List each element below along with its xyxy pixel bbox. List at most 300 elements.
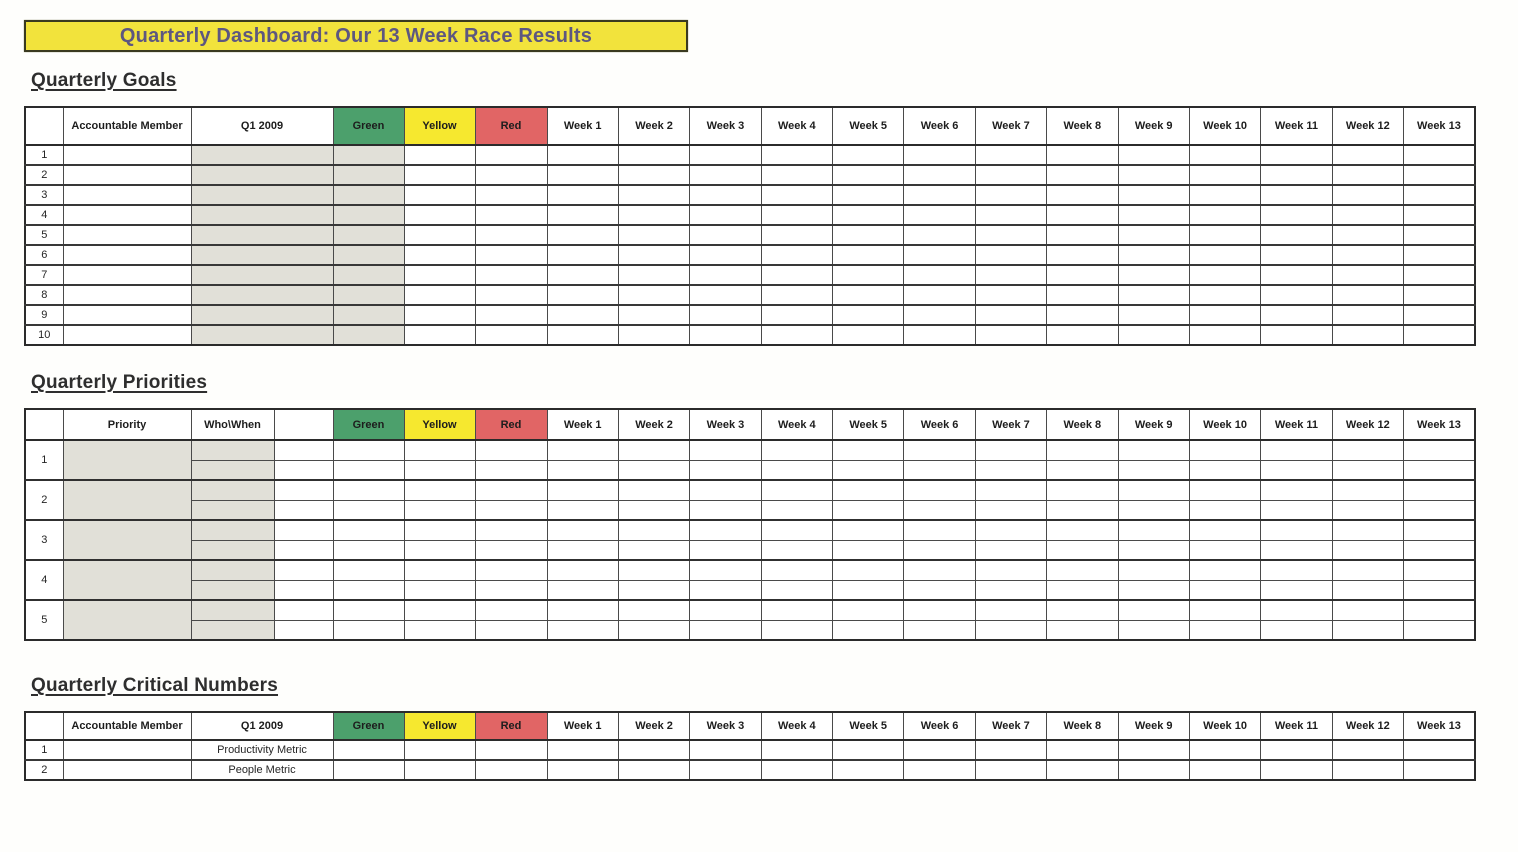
priorities-row-3-whowhen-cell-bottom: [191, 540, 274, 560]
priorities-row-5-week-7-cell-bottom: [975, 620, 1046, 640]
goals-row-8-quarter-cell: [191, 285, 333, 305]
goals-row-6-member-cell: [63, 245, 191, 265]
priorities-row-4-week-4-cell: [761, 560, 832, 580]
critical-header-week-12: Week 12: [1332, 712, 1403, 740]
goals-row-6-week-10-cell: [1189, 245, 1260, 265]
priorities-row-2-yellow-cell-bottom: [404, 500, 475, 520]
goals-row-3-week-10-cell: [1189, 185, 1260, 205]
priorities-row-5-week-4-cell: [761, 600, 832, 620]
goals-row-6-green-cell: [333, 245, 404, 265]
goals-row-2-week-1-cell: [547, 165, 618, 185]
priorities-row-1-week-3-cell-bottom: [690, 460, 761, 480]
priorities-row-2-week-3-cell: [690, 480, 761, 500]
critical-header-week-9: Week 9: [1118, 712, 1189, 740]
goals-row-6-week-7-cell: [975, 245, 1046, 265]
critical-header-week-8: Week 8: [1047, 712, 1118, 740]
goals-row-10-week-2-cell: [618, 325, 689, 345]
priorities-row-2-red-cell-top: [475, 480, 547, 500]
goals-row-1-week-13-cell: [1404, 145, 1475, 165]
priorities-row-2-week-2-cell: [618, 480, 689, 500]
goals-row-3-member-cell: [63, 185, 191, 205]
critical-row-1-metric: Productivity Metric: [191, 740, 333, 760]
goals-row-2-yellow-cell: [404, 165, 475, 185]
priorities-row-1-week-10-cell-bottom: [1189, 460, 1260, 480]
goals-row-6-week-6-cell: [904, 245, 975, 265]
goals-row-1-week-10-cell: [1189, 145, 1260, 165]
priorities-row-1-green-cell-bottom: [333, 460, 404, 480]
goals-row-6-week-8-cell: [1047, 245, 1118, 265]
priorities-row-2-week-12-cell-bottom: [1332, 500, 1403, 520]
priorities-row-2-whowhen-cell-bottom: [191, 500, 274, 520]
goals-row-8-green-cell: [333, 285, 404, 305]
priorities-row-1-week-12-cell-bottom: [1332, 460, 1403, 480]
critical-header-corner: [25, 712, 63, 740]
priorities-row-5-week-1-cell-bottom: [547, 620, 618, 640]
priorities-row-1-red-cell-top: [475, 440, 547, 460]
priorities-row-5-week-6-cell-bottom: [904, 620, 975, 640]
priorities-row-5-week-13-cell-bottom: [1404, 620, 1475, 640]
goals-row-2-week-2-cell: [618, 165, 689, 185]
priorities-row-1-week-2-cell-bottom: [618, 460, 689, 480]
goals-row-5-quarter-cell: [191, 225, 333, 245]
goals-row-7-week-6-cell: [904, 265, 975, 285]
priorities-row-3-week-6-cell-bottom: [904, 540, 975, 560]
critical-header-week-10: Week 10: [1189, 712, 1260, 740]
goals-row-9-yellow-cell: [404, 305, 475, 325]
goals-row-5-number: 5: [25, 225, 63, 245]
priorities-row-1-whowhen-cell-top: [191, 440, 274, 460]
priorities-header-week-8: Week 8: [1047, 409, 1118, 440]
goals-table: [24, 106, 1476, 346]
goals-row-7-week-7-cell: [975, 265, 1046, 285]
goals-row-9-week-12-cell: [1332, 305, 1403, 325]
priorities-row-2-week-11-cell-bottom: [1261, 500, 1332, 520]
goals-row-7-week-13-cell: [1404, 265, 1475, 285]
priorities-row-4-number: 4: [25, 560, 63, 600]
priorities-row-5-week-9-cell-bottom: [1118, 620, 1189, 640]
priorities-row-2-week-9-cell: [1118, 480, 1189, 500]
priorities-row-3-week-2-cell: [618, 520, 689, 540]
priorities-row-2-week-6-cell: [904, 480, 975, 500]
goals-row-5-week-6-cell: [904, 225, 975, 245]
critical-row-1-week-13-cell: [1404, 740, 1475, 760]
goals-row-8-week-4-cell: [761, 285, 832, 305]
goals-row-9-week-9-cell: [1118, 305, 1189, 325]
priorities-row-4-week-2-cell-bottom: [618, 580, 689, 600]
critical-row-1-week-7-cell: [975, 740, 1046, 760]
priorities-row-4-week-8-cell-bottom: [1047, 580, 1118, 600]
priorities-row-3-week-5-cell-bottom: [833, 540, 904, 560]
critical-header-week-5: Week 5: [833, 712, 904, 740]
goals-row-3-green-cell: [333, 185, 404, 205]
priorities-row-3-yellow-cell-bottom: [404, 540, 475, 560]
priorities-row-5-week-13-cell: [1404, 600, 1475, 620]
goals-row-3-week-9-cell: [1118, 185, 1189, 205]
priorities-row-2-week-12-cell: [1332, 480, 1403, 500]
priorities-header-week-11: Week 11: [1261, 409, 1332, 440]
priorities-row-1-week-9-cell-bottom: [1118, 460, 1189, 480]
priorities-row-4-blank-cell-top: [274, 560, 333, 580]
goals-row-9-week-7-cell: [975, 305, 1046, 325]
goals-row-8-red-cell: [475, 285, 547, 305]
goals-row-2-quarter-cell: [191, 165, 333, 185]
critical-row-2-week-11-cell: [1261, 760, 1332, 780]
goals-row-8-week-10-cell: [1189, 285, 1260, 305]
goals-row-10-week-8-cell: [1047, 325, 1118, 345]
goals-header-week-13: Week 13: [1404, 107, 1475, 145]
critical-row-1-red-cell: [475, 740, 547, 760]
goals-row-8-member-cell: [63, 285, 191, 305]
goals-row-2-week-10-cell: [1189, 165, 1260, 185]
goals-row-8-yellow-cell: [404, 285, 475, 305]
priorities-row-4-yellow-cell-bottom: [404, 580, 475, 600]
priorities-row-5-yellow-cell-bottom: [404, 620, 475, 640]
goals-row-4-week-1-cell: [547, 205, 618, 225]
goals-header-week-7: Week 7: [975, 107, 1046, 145]
priorities-header-whowhen: Who\When: [191, 409, 274, 440]
goals-row-5-week-8-cell: [1047, 225, 1118, 245]
priorities-row-4-whowhen-cell-top: [191, 560, 274, 580]
goals-row-7-number: 7: [25, 265, 63, 285]
priorities-row-4-whowhen-cell-bottom: [191, 580, 274, 600]
goals-header-week-10: Week 10: [1189, 107, 1260, 145]
priorities-row-4-red-cell-bottom: [475, 580, 547, 600]
priorities-header-week-3: Week 3: [690, 409, 761, 440]
goals-row-7-week-8-cell: [1047, 265, 1118, 285]
priorities-row-1-week-8-cell: [1047, 440, 1118, 460]
goals-row-8-week-2-cell: [618, 285, 689, 305]
priorities-row-4-week-12-cell-bottom: [1332, 580, 1403, 600]
priorities-row-2-week-10-cell-bottom: [1189, 500, 1260, 520]
goals-row-2-week-13-cell: [1404, 165, 1475, 185]
goals-row-10-week-10-cell: [1189, 325, 1260, 345]
critical-row-2-week-13-cell: [1404, 760, 1475, 780]
goals-row-6-week-2-cell: [618, 245, 689, 265]
goals-row-9-week-1-cell: [547, 305, 618, 325]
priorities-row-4-week-11-cell-bottom: [1261, 580, 1332, 600]
goals-row-3-quarter-cell: [191, 185, 333, 205]
goals-row-1-week-7-cell: [975, 145, 1046, 165]
priorities-row-3-week-4-cell: [761, 520, 832, 540]
goals-row-8-week-7-cell: [975, 285, 1046, 305]
priorities-row-2-red-cell-bottom: [475, 500, 547, 520]
priorities-row-4-week-13-cell-bottom: [1404, 580, 1475, 600]
goals-row-10-week-1-cell: [547, 325, 618, 345]
goals-header-week-9: Week 9: [1118, 107, 1189, 145]
goals-row-6-week-11-cell: [1261, 245, 1332, 265]
critical-header-yellow: Yellow: [404, 712, 475, 740]
goals-row-5-week-2-cell: [618, 225, 689, 245]
priorities-row-4-week-6-cell-bottom: [904, 580, 975, 600]
priorities-row-3-week-7-cell-bottom: [975, 540, 1046, 560]
priorities-row-4-yellow-cell-top: [404, 560, 475, 580]
goals-header-week-6: Week 6: [904, 107, 975, 145]
goals-heading: Quarterly Goals: [31, 70, 177, 91]
priorities-row-4-week-8-cell: [1047, 560, 1118, 580]
priorities-row-5-week-3-cell-bottom: [690, 620, 761, 640]
goals-row-1-quarter-cell: [191, 145, 333, 165]
priorities-row-2-priority-cell: [63, 480, 191, 520]
critical-row-2-green-cell: [333, 760, 404, 780]
goals-row-7-quarter-cell: [191, 265, 333, 285]
priorities-row-1-week-12-cell: [1332, 440, 1403, 460]
priorities-row-3-yellow-cell-top: [404, 520, 475, 540]
priorities-row-3-week-11-cell: [1261, 520, 1332, 540]
priorities-row-2-number: 2: [25, 480, 63, 520]
goals-row-2-green-cell: [333, 165, 404, 185]
priorities-row-4-week-13-cell: [1404, 560, 1475, 580]
goals-row-9-week-6-cell: [904, 305, 975, 325]
goals-row-1-week-6-cell: [904, 145, 975, 165]
goals-row-3-week-1-cell: [547, 185, 618, 205]
priorities-row-1-week-3-cell: [690, 440, 761, 460]
goals-row-10-week-9-cell: [1118, 325, 1189, 345]
priorities-header-yellow: Yellow: [404, 409, 475, 440]
priorities-row-3-week-5-cell: [833, 520, 904, 540]
priorities-row-4-red-cell-top: [475, 560, 547, 580]
priorities-row-5-week-6-cell: [904, 600, 975, 620]
priorities-row-2-week-3-cell-bottom: [690, 500, 761, 520]
goals-row-8-number: 8: [25, 285, 63, 305]
priorities-row-4-priority-cell: [63, 560, 191, 600]
critical-row-2-metric: People Metric: [191, 760, 333, 780]
goals-row-3-yellow-cell: [404, 185, 475, 205]
goals-row-1-member-cell: [63, 145, 191, 165]
priorities-row-1-week-4-cell-bottom: [761, 460, 832, 480]
goals-row-1-week-4-cell: [761, 145, 832, 165]
goals-row-3-week-4-cell: [761, 185, 832, 205]
priorities-row-2-week-13-cell-bottom: [1404, 500, 1475, 520]
priorities-row-5-week-3-cell: [690, 600, 761, 620]
priorities-row-2-yellow-cell-top: [404, 480, 475, 500]
critical-row-2-week-12-cell: [1332, 760, 1403, 780]
goals-row-9-week-10-cell: [1189, 305, 1260, 325]
priorities-row-2-week-1-cell-bottom: [547, 500, 618, 520]
priorities-row-2-week-10-cell: [1189, 480, 1260, 500]
goals-row-9-quarter-cell: [191, 305, 333, 325]
priorities-header-week-1: Week 1: [547, 409, 618, 440]
priorities-row-3-week-8-cell-bottom: [1047, 540, 1118, 560]
goals-header-week-11: Week 11: [1261, 107, 1332, 145]
priorities-row-1-week-11-cell: [1261, 440, 1332, 460]
goals-row-8-week-6-cell: [904, 285, 975, 305]
goals-row-6-yellow-cell: [404, 245, 475, 265]
goals-row-3-number: 3: [25, 185, 63, 205]
goals-row-3-week-7-cell: [975, 185, 1046, 205]
priorities-row-5-green-cell-bottom: [333, 620, 404, 640]
priorities-row-3-week-13-cell: [1404, 520, 1475, 540]
priorities-row-4-week-10-cell-bottom: [1189, 580, 1260, 600]
goals-row-1-week-3-cell: [690, 145, 761, 165]
priorities-header-priority: Priority: [63, 409, 191, 440]
goals-row-1-yellow-cell: [404, 145, 475, 165]
goals-row-9-week-2-cell: [618, 305, 689, 325]
priorities-row-3-week-8-cell: [1047, 520, 1118, 540]
goals-row-6-week-5-cell: [833, 245, 904, 265]
critical-row-1-green-cell: [333, 740, 404, 760]
priorities-row-1-week-6-cell-bottom: [904, 460, 975, 480]
priorities-row-1-whowhen-cell-bottom: [191, 460, 274, 480]
priorities-row-2-whowhen-cell-top: [191, 480, 274, 500]
goals-row-7-week-10-cell: [1189, 265, 1260, 285]
critical-row-1-week-5-cell: [833, 740, 904, 760]
priorities-row-3-number: 3: [25, 520, 63, 560]
goals-row-5-week-10-cell: [1189, 225, 1260, 245]
priorities-row-3-priority-cell: [63, 520, 191, 560]
priorities-row-3-week-12-cell-bottom: [1332, 540, 1403, 560]
priorities-row-2-green-cell-top: [333, 480, 404, 500]
goals-row-8-week-9-cell: [1118, 285, 1189, 305]
goals-row-4-week-3-cell: [690, 205, 761, 225]
priorities-row-5-week-7-cell: [975, 600, 1046, 620]
priorities-row-4-week-5-cell: [833, 560, 904, 580]
priorities-header-week-5: Week 5: [833, 409, 904, 440]
priorities-row-5-number: 5: [25, 600, 63, 640]
priorities-row-1-week-7-cell-bottom: [975, 460, 1046, 480]
goals-row-4-week-10-cell: [1189, 205, 1260, 225]
priorities-row-2-week-7-cell-bottom: [975, 500, 1046, 520]
priorities-row-2-week-9-cell-bottom: [1118, 500, 1189, 520]
goals-row-1-week-1-cell: [547, 145, 618, 165]
priorities-row-4-week-4-cell-bottom: [761, 580, 832, 600]
goals-row-5-yellow-cell: [404, 225, 475, 245]
goals-row-10-week-4-cell: [761, 325, 832, 345]
priorities-row-4-blank-cell-bottom: [274, 580, 333, 600]
critical-header-week-3: Week 3: [690, 712, 761, 740]
goals-row-4-week-12-cell: [1332, 205, 1403, 225]
goals-row-9-number: 9: [25, 305, 63, 325]
goals-row-7-week-12-cell: [1332, 265, 1403, 285]
goals-row-4-week-6-cell: [904, 205, 975, 225]
priorities-row-5-whowhen-cell-top: [191, 600, 274, 620]
goals-row-4-week-8-cell: [1047, 205, 1118, 225]
goals-row-5-week-13-cell: [1404, 225, 1475, 245]
priorities-row-5-yellow-cell-top: [404, 600, 475, 620]
critical-header-member: Accountable Member: [63, 712, 191, 740]
priorities-row-2-blank-cell-bottom: [274, 500, 333, 520]
critical-row-2-week-1-cell: [547, 760, 618, 780]
goals-row-10-green-cell: [333, 325, 404, 345]
priorities-row-5-week-9-cell: [1118, 600, 1189, 620]
goals-row-3-week-11-cell: [1261, 185, 1332, 205]
priorities-row-5-whowhen-cell-bottom: [191, 620, 274, 640]
priorities-row-2-week-2-cell-bottom: [618, 500, 689, 520]
priorities-row-4-green-cell-top: [333, 560, 404, 580]
critical-header-quarter: Q1 2009: [191, 712, 333, 740]
priorities-row-2-week-5-cell: [833, 480, 904, 500]
priorities-row-5-week-11-cell: [1261, 600, 1332, 620]
goals-row-10-week-13-cell: [1404, 325, 1475, 345]
goals-row-5-green-cell: [333, 225, 404, 245]
priorities-row-1-week-9-cell: [1118, 440, 1189, 460]
critical-row-1-week-2-cell: [618, 740, 689, 760]
critical-row-2-number: 2: [25, 760, 63, 780]
critical-row-1-week-6-cell: [904, 740, 975, 760]
priorities-row-3-blank-cell-bottom: [274, 540, 333, 560]
goals-row-7-week-3-cell: [690, 265, 761, 285]
priorities-row-5-week-5-cell: [833, 600, 904, 620]
goals-row-10-week-11-cell: [1261, 325, 1332, 345]
priorities-header-week-7: Week 7: [975, 409, 1046, 440]
goals-row-5-week-7-cell: [975, 225, 1046, 245]
goals-row-8-week-13-cell: [1404, 285, 1475, 305]
priorities-row-1-week-4-cell: [761, 440, 832, 460]
goals-row-4-red-cell: [475, 205, 547, 225]
priorities-row-5-week-10-cell-bottom: [1189, 620, 1260, 640]
critical-row-1-week-4-cell: [761, 740, 832, 760]
priorities-row-4-week-2-cell: [618, 560, 689, 580]
critical-row-2-member-cell: [63, 760, 191, 780]
critical-row-1-yellow-cell: [404, 740, 475, 760]
goals-row-6-week-9-cell: [1118, 245, 1189, 265]
goals-row-5-week-5-cell: [833, 225, 904, 245]
priorities-row-4-week-6-cell: [904, 560, 975, 580]
goals-row-8-week-8-cell: [1047, 285, 1118, 305]
goals-row-6-quarter-cell: [191, 245, 333, 265]
goals-row-7-week-4-cell: [761, 265, 832, 285]
critical-header-week-11: Week 11: [1261, 712, 1332, 740]
dashboard-title-banner: [24, 20, 688, 52]
goals-row-2-week-8-cell: [1047, 165, 1118, 185]
priorities-row-5-blank-cell-bottom: [274, 620, 333, 640]
priorities-row-3-week-10-cell: [1189, 520, 1260, 540]
goals-row-7-week-2-cell: [618, 265, 689, 285]
critical-row-2-yellow-cell: [404, 760, 475, 780]
critical-numbers-table: [24, 711, 1476, 781]
goals-header-corner: [25, 107, 63, 145]
goals-row-6-number: 6: [25, 245, 63, 265]
priorities-row-1-week-13-cell-bottom: [1404, 460, 1475, 480]
goals-header-red: Red: [475, 107, 547, 145]
priorities-row-5-green-cell-top: [333, 600, 404, 620]
goals-row-7-week-5-cell: [833, 265, 904, 285]
goals-row-4-quarter-cell: [191, 205, 333, 225]
goals-row-1-green-cell: [333, 145, 404, 165]
priorities-row-2-week-8-cell-bottom: [1047, 500, 1118, 520]
priorities-row-4-week-7-cell: [975, 560, 1046, 580]
priorities-row-1-week-5-cell-bottom: [833, 460, 904, 480]
goals-row-6-week-3-cell: [690, 245, 761, 265]
priorities-row-5-red-cell-bottom: [475, 620, 547, 640]
goals-row-9-week-3-cell: [690, 305, 761, 325]
goals-row-10-quarter-cell: [191, 325, 333, 345]
goals-row-5-week-11-cell: [1261, 225, 1332, 245]
priorities-row-1-yellow-cell-bottom: [404, 460, 475, 480]
priorities-row-3-week-4-cell-bottom: [761, 540, 832, 560]
goals-row-7-week-1-cell: [547, 265, 618, 285]
priorities-row-5-week-4-cell-bottom: [761, 620, 832, 640]
goals-row-1-week-12-cell: [1332, 145, 1403, 165]
goals-row-3-week-8-cell: [1047, 185, 1118, 205]
priorities-row-1-priority-cell: [63, 440, 191, 480]
priorities-row-4-week-9-cell-bottom: [1118, 580, 1189, 600]
goals-header-week-1: Week 1: [547, 107, 618, 145]
goals-row-6-week-4-cell: [761, 245, 832, 265]
goals-row-2-week-5-cell: [833, 165, 904, 185]
critical-header-week-4: Week 4: [761, 712, 832, 740]
priorities-header-green: Green: [333, 409, 404, 440]
critical-header-green: Green: [333, 712, 404, 740]
priorities-header-week-13: Week 13: [1404, 409, 1475, 440]
goals-row-1-number: 1: [25, 145, 63, 165]
priorities-row-3-week-1-cell-bottom: [547, 540, 618, 560]
goals-row-7-member-cell: [63, 265, 191, 285]
priorities-row-2-week-4-cell: [761, 480, 832, 500]
priorities-row-1-week-10-cell: [1189, 440, 1260, 460]
goals-row-7-week-9-cell: [1118, 265, 1189, 285]
goals-row-4-green-cell: [333, 205, 404, 225]
priorities-row-3-week-13-cell-bottom: [1404, 540, 1475, 560]
